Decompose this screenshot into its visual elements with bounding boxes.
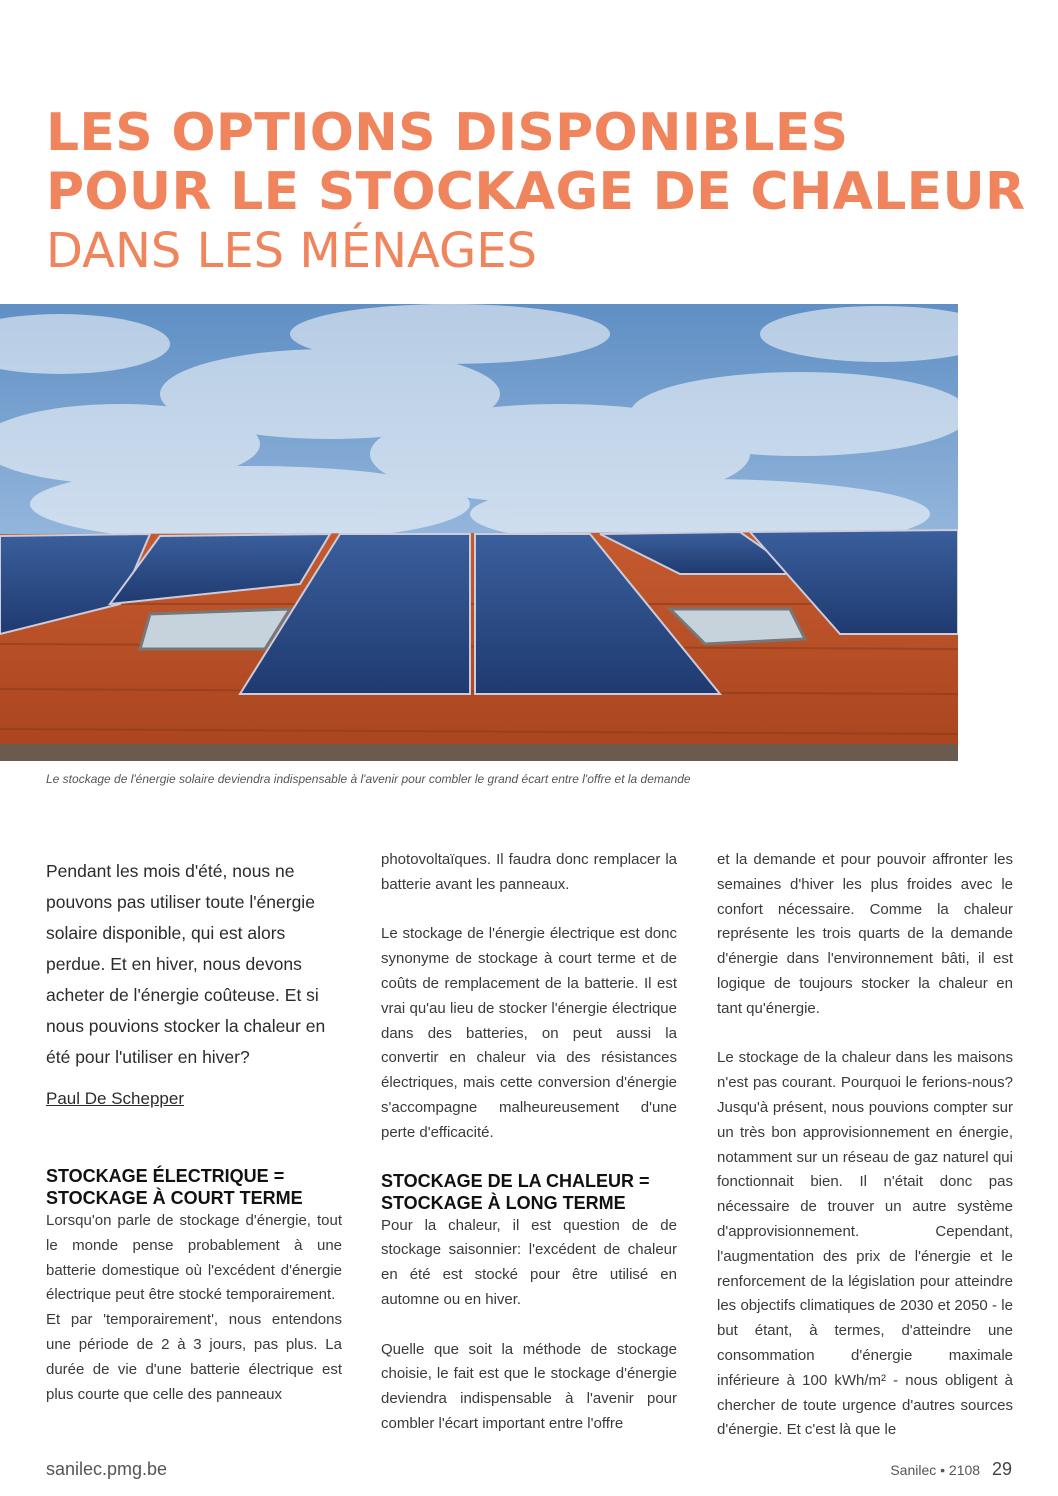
body-paragraph: Quelle que soit la méthode de stockage choisie, le fait est que le stockage d'énergie deviendra indispensable à l'avenir pour combler l'écart important entre l'offre [381, 1340, 677, 1432]
section-heading-electric [46, 1165, 342, 1209]
article-title [46, 103, 1026, 280]
column-2 [381, 848, 677, 1437]
column-1 [46, 848, 342, 1407]
body-paragraph: et la demande et pour pouvoir affronter les semaines d'hiver les plus froides avec le confort nécessaire. Comme la chaleur représente les trois quarts de la demande d'énergie dans l'environnement bâti, il est logique de toujours stocker la chaleur en tant qu'énergie. [717, 851, 1013, 1017]
heading-line: STOCKAGE À LONG TERME [381, 1192, 626, 1213]
author-link[interactable]: Paul De Schepper [46, 1089, 184, 1108]
footer-website[interactable]: sanilec.pmg.be [46, 1459, 168, 1479]
heading-line: STOCKAGE DE LA CHALEUR = [381, 1170, 650, 1191]
heading-line: STOCKAGE ÉLECTRIQUE = [46, 1166, 285, 1186]
footer-issue [890, 1459, 1012, 1480]
paragraph-gap [717, 1022, 1013, 1047]
body-paragraph: Et par 'temporairement', nous entendons une période de 2 à 3 jours, pas plus. La durée de vie d'une batterie électrique est plus courte que celle des panneaux [46, 1311, 342, 1403]
column-3 [717, 848, 1013, 1443]
photo-caption: Le stockage de l'énergie solaire deviendra indispensable à l'avenir pour combler le grand écart entre l'offre et la demande [46, 772, 691, 786]
title-line-3: DANS LES MÉNAGES [46, 223, 538, 279]
heading-line: STOCKAGE À COURT TERME [46, 1188, 303, 1208]
lead-paragraph: Pendant les mois d'été, nous ne pouvons pas utiliser toute l'énergie solaire disponible, qui est alors perdue. Et en hiver, nous devons acheter de l'énergie coûteuse. Et si nous pouvions stocker la chaleur en été pour l'utiliser en hiver? [46, 861, 326, 1067]
body-paragraph: Le stockage de l'énergie électrique est donc synonyme de stockage à court terme et de coûts de remplacement de la batterie. Il est vrai qu'au lieu de stocker l'énergie électrique dans des batteries, on peut aussi la convertir en chaleur via des résistances électriques, mais cette conversion d'énergie s'accompagne malheureusement d'une perte d'efficacité. [381, 925, 677, 1141]
title-line-2: POUR LE STOCKAGE DE CHALEUR [46, 162, 1026, 222]
section-heading-heat [381, 1170, 677, 1214]
paragraph-gap [381, 1313, 677, 1338]
paragraph-gap [381, 898, 677, 923]
body-paragraph: Le stockage de la chaleur dans les maisons n'est pas courant. Pourquoi le ferions-nous? Jusqu'à présent, nous pouvions compter sur un très bon approvisionnement en énergie, notamment sur un réseau de gaz naturel qui fonctionnait bien. Il n'était donc pas nécessaire de trouver un autre système d'approvisionnement. Cependant, l'augmentation des prix de l'énergie et le renforcement de la législation pour atteindre les objectifs climatiques de 2030 et 2050 - le but étant, à termes, d'atteindre une consommation d'énergie maximale inférieure à 100 kWh/m² - nous obligent à chercher de toute urgence d'autres sources d'énergie. Et c'est là que le [717, 1049, 1013, 1439]
body-paragraph: photovoltaïques. Il faudra donc remplacer la batterie avant les panneaux. [381, 851, 677, 893]
body-paragraph: Lorsqu'on parle de stockage d'énergie, tout le monde pense probablement à une batterie domestique où l'excédent d'énergie électrique peut être stocké temporairement. [46, 1212, 342, 1304]
page-number: 29 [991, 1459, 1012, 1479]
solar-roof-photo [0, 304, 958, 761]
title-line-1: LES OPTIONS DISPONIBLES [46, 103, 849, 163]
issue-label: Sanilec • 2108 [890, 1462, 981, 1478]
body-paragraph: Pour la chaleur, il est question de de stockage saisonnier: l'excédent de chaleur en été est stocké pour être utilisé en automne ou en hiver. [381, 1216, 677, 1308]
